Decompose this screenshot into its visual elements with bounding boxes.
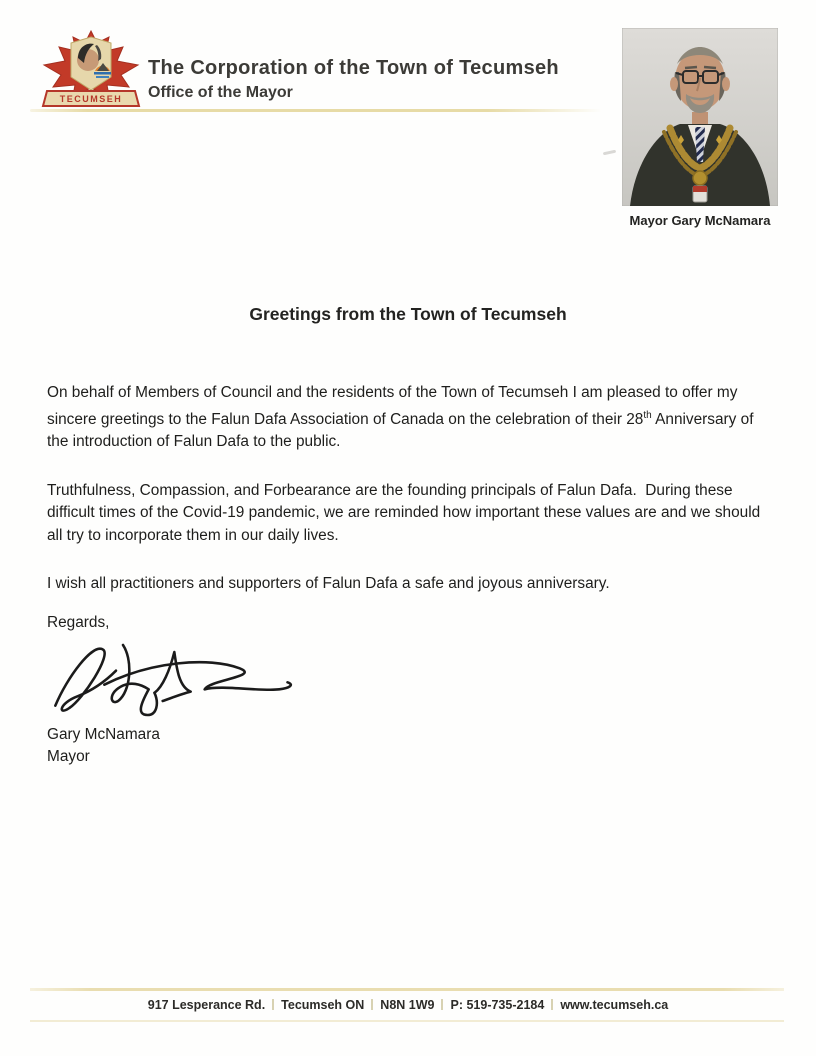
letter-paragraph-2: Truthfulness, Compassion, and Forbearance are the founding principals of Falun Dafa. During these difficult times of the Covid-19 pandemic, we are reminded how important these values are and we should all try to incorporate them in our daily lives. <box>47 481 765 544</box>
letter-body <box>47 382 771 768</box>
signer-title: Mayor <box>47 748 90 766</box>
footer-separator <box>441 999 443 1010</box>
office-line: Office of the Mayor <box>148 84 293 101</box>
footer-separator <box>371 999 373 1010</box>
signature-image <box>39 638 319 722</box>
logo-banner-text: TECUMSEH <box>59 94 123 104</box>
footer-address: 917 Lesperance Rd. <box>147 998 266 1012</box>
mayor-portrait-image <box>622 28 778 206</box>
footer-phone: P: 519-735-2184 <box>450 998 545 1012</box>
footer-separator <box>551 999 553 1010</box>
town-logo <box>38 30 144 118</box>
letter-paragraph-1 <box>47 382 771 454</box>
footer-separator <box>272 999 274 1010</box>
footer-contact-line <box>0 998 816 1012</box>
footer-website: www.tecumseh.ca <box>560 998 669 1012</box>
scan-artifact <box>603 150 616 156</box>
footer-rule-bottom <box>30 1020 784 1022</box>
org-name: The Corporation of the Town of Tecumseh <box>148 57 559 79</box>
signer-name: Gary McNamara <box>47 726 160 744</box>
header-rule <box>30 109 602 112</box>
signature <box>39 638 771 722</box>
closing-line: Regards, <box>47 613 110 631</box>
letter-paragraph-3: I wish all practitioners and supporters of Falun Dafa a safe and joyous anniversary. <box>47 575 610 593</box>
footer-city: Tecumseh ON <box>281 998 365 1012</box>
footer-postal-code: N8N 1W9 <box>380 998 435 1012</box>
maple-leaf-icon <box>38 30 144 118</box>
ordinal-superscript: th <box>643 409 652 421</box>
paragraph-1-text-after: Anniversary of the introduction of Falun Dafa to the public. <box>47 410 758 451</box>
footer-rule-top <box>30 988 784 991</box>
mayor-photo <box>622 28 778 228</box>
paragraph-1-text: On behalf of Members of Council and the residents of the Town of Tecumseh I am pleased to offer my sincere greetings to the Falun Dafa Association of Canada on the celebration of their 28 <box>47 384 742 428</box>
photo-caption: Mayor Gary McNamara <box>629 213 771 228</box>
letter-title: Greetings from the Town of Tecumseh <box>249 304 567 324</box>
